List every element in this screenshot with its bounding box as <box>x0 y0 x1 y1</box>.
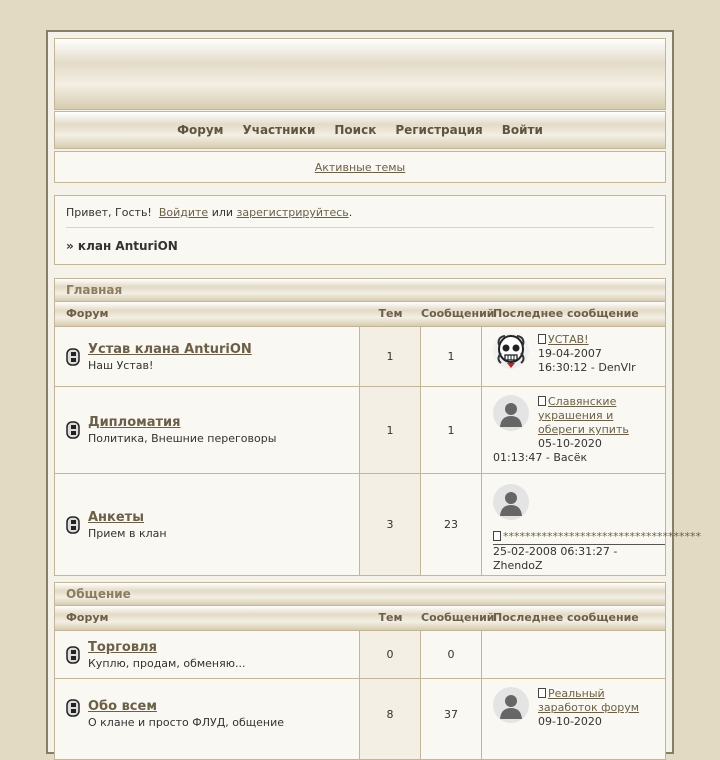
welcome-box <box>54 195 666 265</box>
forum-row <box>55 474 701 575</box>
forum-cell <box>55 387 360 473</box>
forum-read-icon <box>66 646 80 664</box>
forum-cell <box>55 631 360 678</box>
forum-description: О клане и просто ФЛУД, общение <box>88 716 285 729</box>
category-main <box>54 278 701 576</box>
document-icon <box>493 531 501 541</box>
page-frame <box>46 30 701 754</box>
breadcrumb: » клан AnturiON <box>66 239 178 253</box>
posts-count: 1 <box>421 327 482 386</box>
col-header-last-post: Последнее сообщение <box>493 307 639 320</box>
forum-read-icon <box>66 348 80 366</box>
nav-members[interactable]: Участники <box>242 123 316 137</box>
nav-login[interactable]: Войти <box>501 123 543 137</box>
active-topics-link[interactable]: Активные темы <box>314 160 406 174</box>
nav-register[interactable]: Регистрация <box>395 123 483 137</box>
forum-row <box>55 679 665 759</box>
forum-cell <box>55 474 360 575</box>
last-post-date: 25-02-2008 06:31:27 - <box>493 545 618 558</box>
posts-count: 0 <box>421 631 482 678</box>
last-post-cell <box>482 474 701 575</box>
category-title: Главная <box>55 279 665 302</box>
forum-description: Политика, Внешние переговоры <box>88 432 277 445</box>
forum-cell <box>55 679 360 759</box>
col-header-forum: Форум <box>66 307 109 320</box>
topics-count: 8 <box>360 679 421 759</box>
last-post-info <box>538 687 642 729</box>
forum-cell <box>55 327 360 386</box>
forum-description: Прием в клан <box>88 526 167 540</box>
posts-count: 23 <box>421 474 482 575</box>
last-post-cell <box>482 631 665 678</box>
last-post-time-author: 01:13:47 - Васёк <box>493 451 588 464</box>
table-header <box>55 302 665 327</box>
forum-row <box>55 387 665 474</box>
last-post-time-author: 16:30:12 - DenVlr <box>538 361 636 374</box>
forum-read-icon <box>66 516 80 534</box>
posts-count: 37 <box>421 679 482 759</box>
forum-link[interactable]: Устав клана AnturiON <box>88 341 252 357</box>
default-avatar[interactable] <box>493 395 529 431</box>
topics-count: 1 <box>360 327 421 386</box>
last-post-cell <box>482 327 665 386</box>
nav-forum[interactable]: Форум <box>177 123 224 137</box>
forum-link[interactable]: Дипломатия <box>88 415 181 430</box>
col-header-forum: Форум <box>66 611 109 624</box>
document-icon <box>538 396 546 406</box>
forum-description: Наш Устав! <box>88 358 154 372</box>
document-icon <box>538 688 546 698</box>
forum-link[interactable]: Обо всем <box>88 699 157 714</box>
nav-search[interactable]: Поиск <box>334 123 377 137</box>
last-post-cell <box>482 387 665 473</box>
header-banner <box>54 38 666 110</box>
last-post-date: 05-10-2020 <box>538 437 602 450</box>
register-link[interactable]: зарегистрируйтесь <box>236 206 349 219</box>
topics-count: 1 <box>360 387 421 473</box>
page-inner <box>54 38 701 760</box>
last-post-info <box>538 395 642 451</box>
col-header-topics: Тем <box>378 611 403 624</box>
last-post-info <box>538 333 636 375</box>
forum-read-icon <box>66 699 80 717</box>
forum-link[interactable]: Торговля <box>88 639 157 655</box>
or-text: или <box>211 206 234 219</box>
forum-read-icon <box>66 421 80 439</box>
last-post-date: 09-10-2020 <box>538 715 602 728</box>
col-header-posts: Сообщений <box>421 611 495 624</box>
welcome-line <box>66 206 654 228</box>
last-post-link[interactable]: Славянские украшения и обереги купить <box>538 395 629 436</box>
last-post-cell <box>482 679 665 759</box>
category-general <box>54 582 666 760</box>
default-avatar[interactable] <box>493 484 529 520</box>
forum-link[interactable]: Анкеты <box>88 509 144 525</box>
col-header-posts: Сообщений <box>421 307 495 320</box>
default-avatar[interactable] <box>493 687 529 723</box>
document-icon <box>538 334 546 344</box>
last-post-link[interactable]: ************************************ <box>503 530 701 543</box>
last-post-link[interactable]: Реальный заработок форум <box>538 687 640 714</box>
forum-row <box>55 631 665 679</box>
col-header-last-post: Последнее сообщение <box>493 611 639 624</box>
forum-description: Куплю, продам, обменяю... <box>88 656 246 670</box>
table-header <box>55 606 665 631</box>
category-title: Общение <box>55 583 665 606</box>
last-post-date: 19-04-2007 <box>538 347 602 360</box>
main-nav <box>54 111 666 149</box>
greeting-text: Привет, Гость! <box>66 206 152 219</box>
login-link[interactable]: Войдите <box>158 206 209 219</box>
topics-count: 0 <box>360 631 421 678</box>
forum-row <box>55 327 665 387</box>
last-post-title-line <box>493 530 701 545</box>
sub-nav <box>54 151 666 183</box>
skull-avatar[interactable] <box>493 333 529 369</box>
posts-count: 1 <box>421 387 482 473</box>
welcome-period: . <box>348 206 353 219</box>
last-post-author: ZhendoZ <box>493 559 543 572</box>
topics-count: 3 <box>360 474 421 575</box>
last-post-link[interactable]: УСТАВ! <box>548 333 589 346</box>
col-header-topics: Тем <box>378 307 403 320</box>
